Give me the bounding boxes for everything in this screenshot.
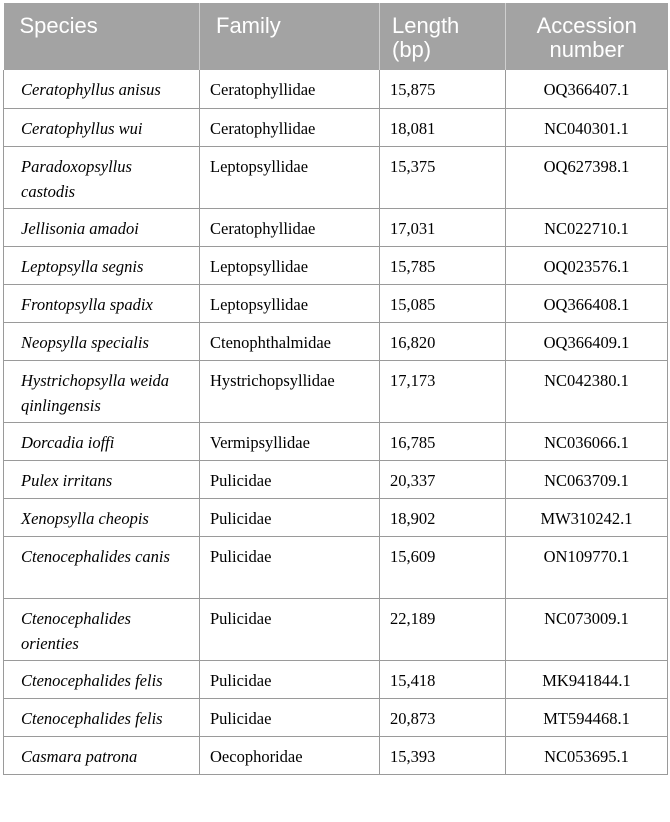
table-row	[4, 70, 668, 108]
table-row	[4, 660, 668, 698]
header-accession: Accession number	[506, 3, 668, 70]
table-row	[4, 422, 668, 460]
length-cell: 15,418	[380, 660, 506, 698]
length-cell: 15,785	[380, 246, 506, 284]
table-row	[4, 208, 668, 246]
length-cell: 15,085	[380, 284, 506, 322]
table-row	[4, 598, 668, 660]
species-table	[3, 3, 668, 775]
family-cell: Pulicidae	[200, 460, 380, 498]
length-cell: 20,873	[380, 698, 506, 736]
accession-cell: NC036066.1	[506, 422, 668, 460]
accession-cell: MK941844.1	[506, 660, 668, 698]
family-cell: Ctenophthalmidae	[200, 322, 380, 360]
family-cell: Leptopsyllidae	[200, 146, 380, 208]
family-cell: Leptopsyllidae	[200, 284, 380, 322]
species-cell: Hystrichopsylla weida qinlingensis	[4, 360, 200, 422]
length-cell: 15,393	[380, 736, 506, 774]
length-cell: 17,173	[380, 360, 506, 422]
table-row	[4, 736, 668, 774]
accession-cell: MW310242.1	[506, 498, 668, 536]
table-row	[4, 498, 668, 536]
length-cell: 20,337	[380, 460, 506, 498]
header-family: Family	[200, 3, 380, 70]
species-cell: Frontopsylla spadix	[4, 284, 200, 322]
species-cell: Leptopsylla segnis	[4, 246, 200, 284]
accession-cell: OQ366409.1	[506, 322, 668, 360]
family-cell: Hystrichopsyllidae	[200, 360, 380, 422]
family-cell: Ceratophyllidae	[200, 70, 380, 108]
table-row	[4, 460, 668, 498]
length-cell: 16,820	[380, 322, 506, 360]
accession-cell: OQ023576.1	[506, 246, 668, 284]
table-body	[4, 70, 668, 774]
species-cell: Pulex irritans	[4, 460, 200, 498]
header-species: Species	[4, 3, 200, 70]
species-cell: Casmara patrona	[4, 736, 200, 774]
accession-cell: NC040301.1	[506, 108, 668, 146]
species-cell: Jellisonia amadoi	[4, 208, 200, 246]
family-cell: Oecophoridae	[200, 736, 380, 774]
family-cell: Vermipsyllidae	[200, 422, 380, 460]
accession-cell: OQ366408.1	[506, 284, 668, 322]
accession-cell: NC063709.1	[506, 460, 668, 498]
table-row	[4, 108, 668, 146]
family-cell: Pulicidae	[200, 698, 380, 736]
table-row	[4, 246, 668, 284]
length-cell: 15,609	[380, 536, 506, 598]
length-cell: 22,189	[380, 598, 506, 660]
table-row	[4, 322, 668, 360]
accession-cell: MT594468.1	[506, 698, 668, 736]
species-cell: Ceratophyllus anisus	[4, 70, 200, 108]
species-cell: Ceratophyllus wui	[4, 108, 200, 146]
species-cell: Xenopsylla cheopis	[4, 498, 200, 536]
species-cell: Paradoxopsyllus castodis	[4, 146, 200, 208]
length-cell: 18,902	[380, 498, 506, 536]
family-cell: Ceratophyllidae	[200, 208, 380, 246]
table-row	[4, 698, 668, 736]
accession-cell: NC053695.1	[506, 736, 668, 774]
header-length: Length (bp)	[380, 3, 506, 70]
species-cell: Ctenocephalides felis	[4, 660, 200, 698]
length-cell: 17,031	[380, 208, 506, 246]
species-cell: Ctenocephalides canis	[4, 536, 200, 598]
length-cell: 15,875	[380, 70, 506, 108]
family-cell: Leptopsyllidae	[200, 246, 380, 284]
family-cell: Pulicidae	[200, 660, 380, 698]
accession-cell: OQ627398.1	[506, 146, 668, 208]
length-cell: 15,375	[380, 146, 506, 208]
species-cell: Neopsylla specialis	[4, 322, 200, 360]
accession-cell: NC022710.1	[506, 208, 668, 246]
species-table-container	[3, 3, 667, 775]
accession-cell: OQ366407.1	[506, 70, 668, 108]
table-row	[4, 146, 668, 208]
header-row	[4, 3, 668, 70]
species-cell: Ctenocephalides felis	[4, 698, 200, 736]
accession-cell: NC042380.1	[506, 360, 668, 422]
family-cell: Pulicidae	[200, 598, 380, 660]
accession-cell: NC073009.1	[506, 598, 668, 660]
length-cell: 18,081	[380, 108, 506, 146]
accession-cell: ON109770.1	[506, 536, 668, 598]
table-row	[4, 360, 668, 422]
species-cell: Dorcadia ioffi	[4, 422, 200, 460]
species-cell: Ctenocephalides orienties	[4, 598, 200, 660]
table-row	[4, 536, 668, 598]
length-cell: 16,785	[380, 422, 506, 460]
family-cell: Pulicidae	[200, 498, 380, 536]
table-row	[4, 284, 668, 322]
table-header	[4, 3, 668, 70]
family-cell: Ceratophyllidae	[200, 108, 380, 146]
family-cell: Pulicidae	[200, 536, 380, 598]
